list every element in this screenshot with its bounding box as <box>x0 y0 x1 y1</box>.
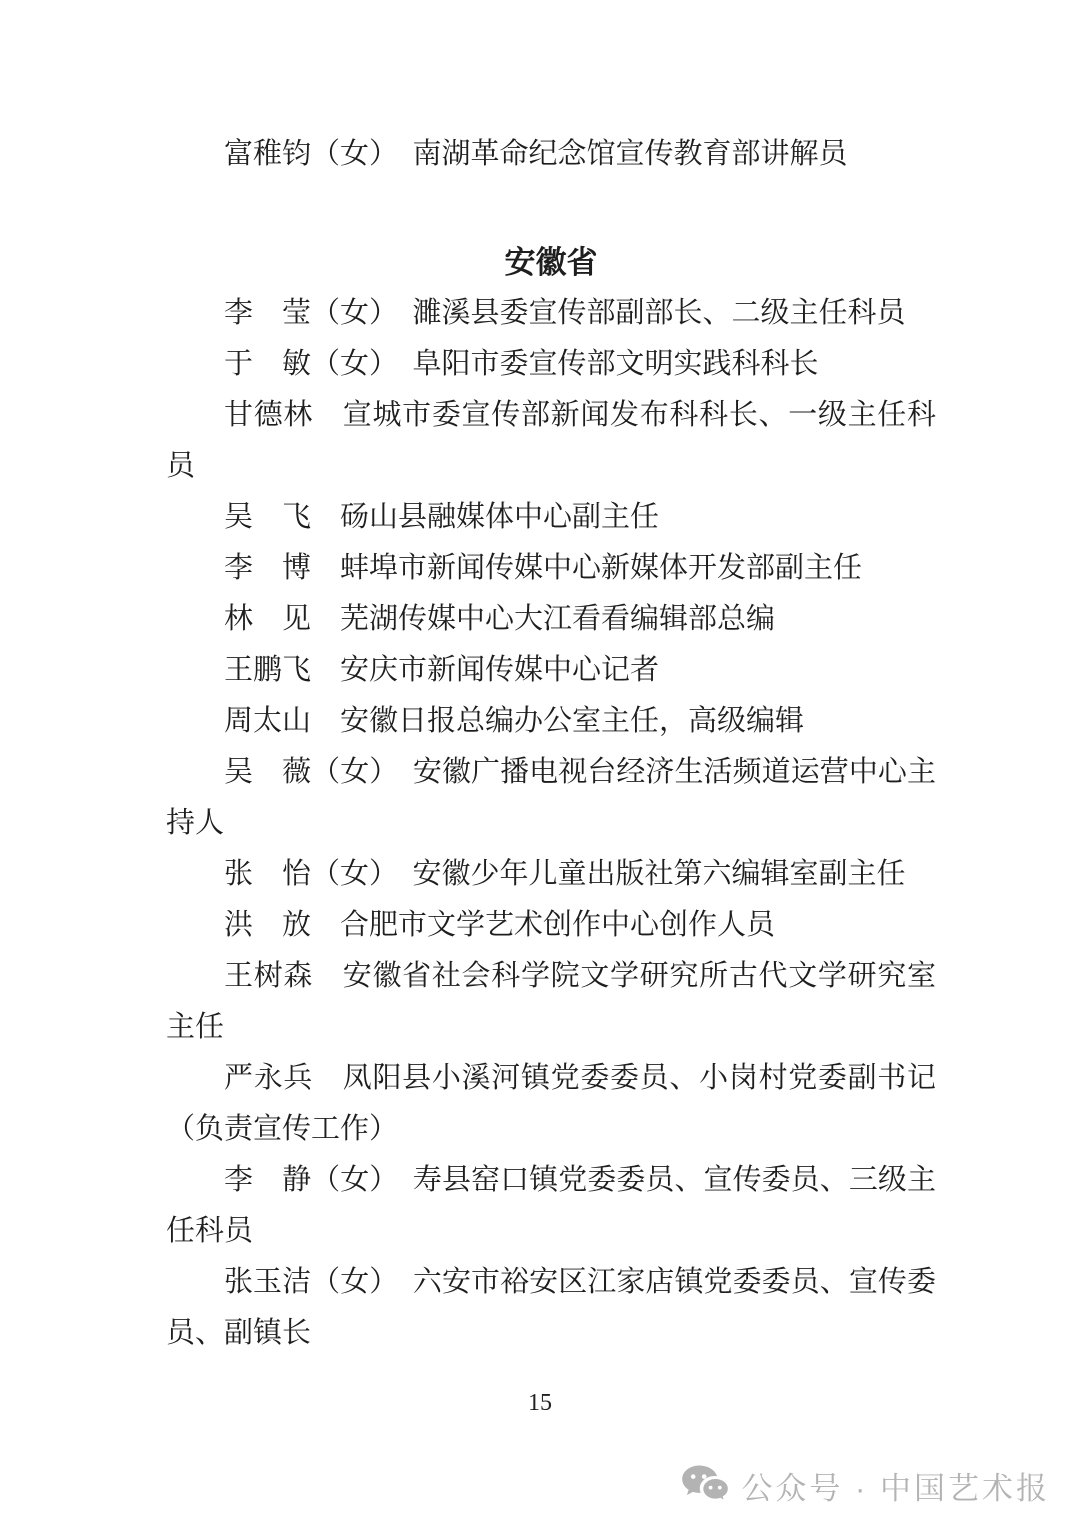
roster-entry: 吴 飞 砀山县融媒体中心副主任 <box>224 501 660 533</box>
roster-entry: 林 见 芜湖传媒中心大江看看编辑部总编 <box>224 603 776 635</box>
roster-entry: 洪 放 合肥市文学艺术创作中心创作人员 <box>224 909 776 941</box>
watermark <box>681 1462 1050 1508</box>
watermark-label: 公众号 · 中国艺术报 <box>741 1470 1050 1506</box>
roster-entry: 王鹏飞 安庆市新闻传媒中心记者 <box>224 654 660 686</box>
roster-entry: 吴 薇（女） 安徽广播电视台经济生活频道运营中心主持人 <box>166 756 936 839</box>
roster-entry: 张 怡（女） 安徽少年儿童出版社第六编辑室副主任 <box>224 858 906 890</box>
roster-entry: 富稚钧（女） 南湖革命纪念馆宣传教育部讲解员 <box>224 138 848 170</box>
roster-entry: 王树森 安徽省社会科学院文学研究所古代文学研究室主任 <box>166 960 936 1043</box>
roster-entry: 李 莹（女） 濉溪县委宣传部副部长、二级主任科员 <box>224 297 906 329</box>
roster-entry: 李 静（女） 寿县窑口镇党委委员、宣传委员、三级主任科员 <box>166 1164 936 1247</box>
roster-text <box>166 129 936 1359</box>
page-number: 15 <box>528 1390 552 1416</box>
roster-entries <box>166 288 936 1359</box>
roster-entry: 张玉洁（女） 六安市裕安区江家店镇党委委员、宣传委员、副镇长 <box>166 1266 936 1349</box>
roster-entry: 李 博 蚌埠市新闻传媒中心新媒体开发部副主任 <box>224 552 863 584</box>
section-header: 安徽省 <box>504 245 598 280</box>
roster-entry: 于 敏（女） 阜阳市委宣传部文明实践科科长 <box>224 348 819 380</box>
roster-entry: 甘德林 宣城市委宣传部新闻发布科科长、一级主任科员 <box>166 399 936 482</box>
roster-entry: 严永兵 凤阳县小溪河镇党委委员、小岗村党委副书记（负责宣传工作） <box>166 1062 936 1145</box>
roster-entry: 周太山 安徽日报总编办公室主任，高级编辑 <box>224 705 805 737</box>
wechat-icon <box>681 1464 729 1506</box>
